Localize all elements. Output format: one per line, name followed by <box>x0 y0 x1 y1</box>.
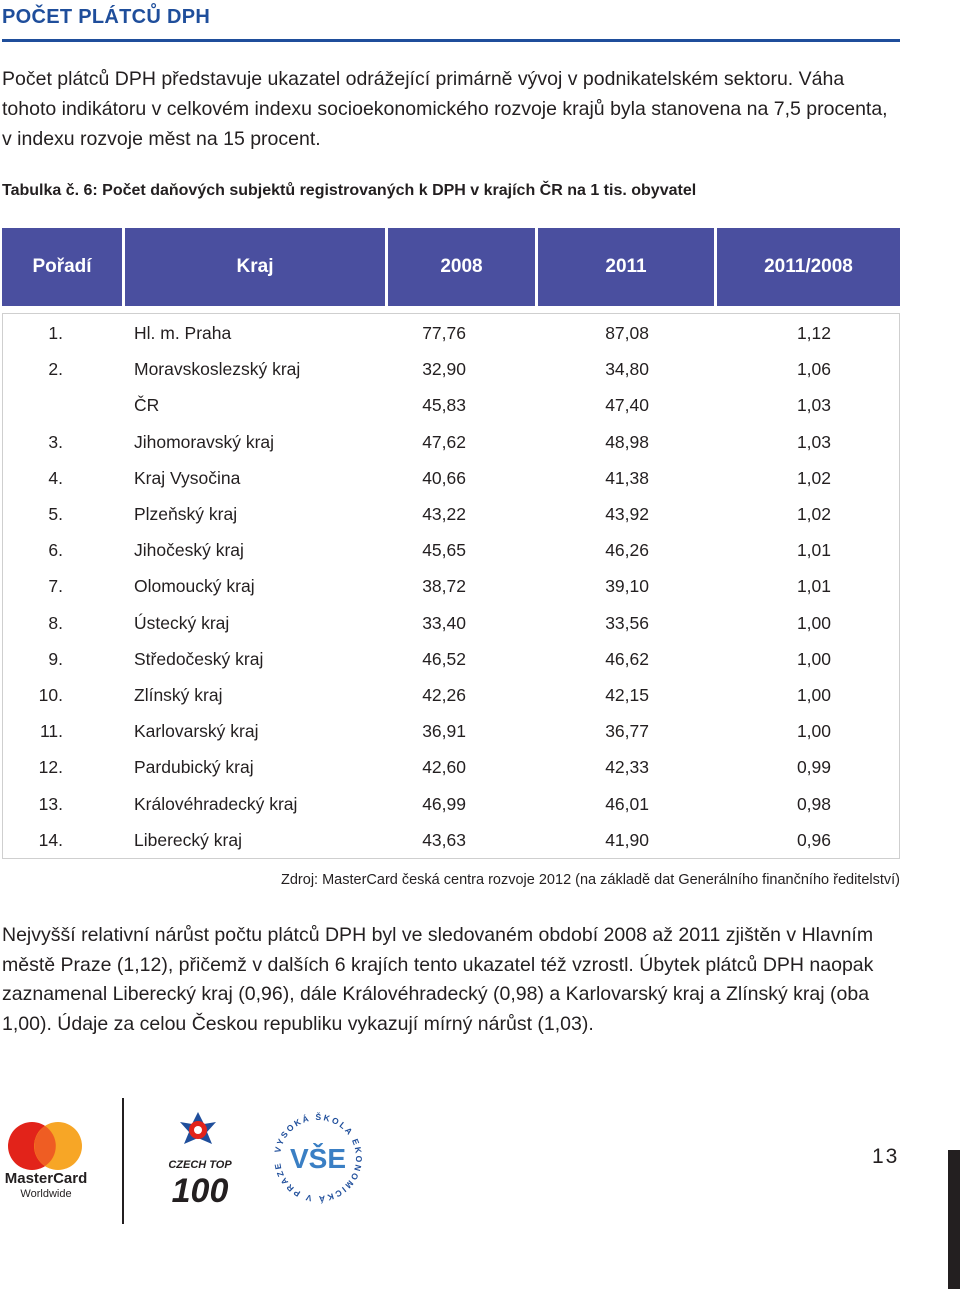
cell-rank: 13. <box>38 793 63 814</box>
cell-kraj: Středočeský kraj <box>134 648 264 669</box>
table-row <box>3 822 899 858</box>
cell-2008: 32,90 <box>422 359 466 380</box>
czechtop-number: 100 <box>171 1172 229 1208</box>
cell-ratio: 1,00 <box>796 721 831 742</box>
czech-top-100-logo <box>160 1108 240 1208</box>
vse-logo <box>268 1108 368 1208</box>
table-row <box>3 460 899 496</box>
cell-rank: 14. <box>38 829 63 850</box>
caption-text: Počet daňových subjektů registrovaných k DPH v krajích ČR na 1 tis. obyvatel <box>97 182 697 199</box>
cell-ratio: 0,99 <box>796 757 831 778</box>
cell-2008: 43,63 <box>422 829 466 850</box>
cell-ratio: 1,01 <box>796 540 831 561</box>
mastercard-worldwide: Worldwide <box>20 1188 72 1200</box>
page-number: 13 <box>872 1145 900 1168</box>
mastercard-logo <box>0 1118 92 1202</box>
cell-2011: 46,01 <box>605 793 649 814</box>
cell-rank: 7. <box>48 576 63 597</box>
cell-2011: 39,10 <box>605 576 649 597</box>
table-row <box>3 713 899 749</box>
cell-2011: 41,38 <box>605 467 649 488</box>
table-row <box>3 424 899 460</box>
table-caption <box>2 182 696 200</box>
footer-divider <box>122 1098 124 1224</box>
cell-ratio: 1,00 <box>796 612 831 633</box>
table-row <box>3 496 899 532</box>
mastercard-text: MasterCard <box>4 1170 88 1187</box>
cell-ratio: 1,03 <box>796 395 831 416</box>
cell-2011: 46,62 <box>605 648 649 669</box>
cell-rank: 11. <box>39 721 63 742</box>
section-title: POČET PLÁTCŮ DPH <box>2 6 211 28</box>
cell-kraj: ČR <box>134 395 160 416</box>
intro-paragraph: Počet plátců DPH představuje ukazatel odrážející primárně vývoj v podnikatelském sektoru. Váha tohoto indikátoru v celkovém indexu socioekonomického rozvoje krajů byla stanovena na 7,5 procenta, v indexu rozvoje měst na 15 procent. <box>2 68 888 150</box>
cell-ratio: 1,12 <box>796 323 831 343</box>
header-2008: 2008 <box>388 228 535 306</box>
table-body <box>2 313 900 859</box>
cell-kraj: Kraj Vysočina <box>134 467 241 488</box>
cell-2008: 47,62 <box>422 431 466 452</box>
cell-ratio: 0,96 <box>796 829 831 850</box>
cell-2008: 45,83 <box>422 395 466 416</box>
cell-rank: 3. <box>48 431 63 452</box>
cell-2011: 41,90 <box>605 829 649 850</box>
cell-2011: 87,08 <box>605 323 649 343</box>
table-row <box>3 532 899 568</box>
title-rule <box>2 39 900 42</box>
cell-2008: 38,72 <box>422 576 466 597</box>
cell-ratio: 1,00 <box>796 648 831 669</box>
cell-kraj: Pardubický kraj <box>134 757 254 778</box>
cell-rank: 2. <box>48 359 63 380</box>
cell-kraj: Královéhradecký kraj <box>134 793 298 814</box>
header-2011: 2011 <box>538 228 714 306</box>
cell-rank: 12. <box>38 757 63 778</box>
cell-2011: 43,92 <box>605 504 649 524</box>
table-row <box>3 677 899 713</box>
cell-kraj: Liberecký kraj <box>134 829 242 850</box>
cell-ratio: 1,00 <box>796 685 831 705</box>
cell-rank: 5. <box>48 504 63 524</box>
cell-2011: 46,26 <box>605 540 649 561</box>
source-note: Zdroj: MasterCard česká centra rozvoje 2012 (na základě dat Generálního finančního ředitelství) <box>281 872 900 888</box>
cell-2008: 33,40 <box>422 612 466 633</box>
cell-2011: 42,33 <box>605 757 649 778</box>
page-edge-bar <box>948 1150 960 1289</box>
cell-2011: 42,15 <box>605 685 649 705</box>
cell-ratio: 1,06 <box>796 359 831 380</box>
cell-2011: 33,56 <box>605 612 649 633</box>
cell-rank: 8. <box>48 612 63 633</box>
cell-2008: 46,52 <box>422 648 466 669</box>
cell-rank: 6. <box>48 540 63 561</box>
cell-rank: 10. <box>38 685 63 705</box>
cell-rank: 4. <box>48 467 63 488</box>
cell-2011: 47,40 <box>605 395 649 416</box>
table-row <box>3 786 899 822</box>
cell-2008: 45,65 <box>422 540 466 561</box>
table-row <box>3 351 899 387</box>
table-row <box>3 749 899 785</box>
cell-2008: 40,66 <box>422 467 466 488</box>
cell-2008: 36,91 <box>422 721 466 742</box>
cell-ratio: 1,02 <box>796 504 831 524</box>
cell-kraj: Jihomoravský kraj <box>134 431 275 452</box>
cell-ratio: 1,03 <box>796 431 831 452</box>
header-ratio: 2011/2008 <box>717 228 900 306</box>
conclusion-paragraph: Nejvyšší relativní nárůst počtu plátců DPH byl ve sledovaném období 2008 až 2011 zjištěn v Hlavním městě Praze (1,12), přičemž v dalších 6 krajích tento ukazatel též vzrostl. Úbytek plátců DPH naopak zaznamenal Liberecký kraj (0,96), dále Královéhradecký (0,98) a Karlovarský kraj a Zlínský kraj (oba 1,00). Údaje za celou Českou republiku vykazují mírný nárůst (1,03). <box>2 924 874 1035</box>
cell-rank: 9. <box>48 648 63 669</box>
cell-2008: 42,60 <box>422 757 466 778</box>
vse-mark: VŠE <box>289 1143 347 1174</box>
cell-2011: 34,80 <box>605 359 649 380</box>
table-row <box>3 605 899 641</box>
cell-kraj: Jihočeský kraj <box>134 540 244 561</box>
cell-2008: 43,22 <box>422 504 466 524</box>
cell-kraj: Ústecký kraj <box>134 612 230 633</box>
cell-kraj: Olomoucký kraj <box>134 576 255 597</box>
czechtop-text: CZECH TOP <box>168 1159 232 1171</box>
cell-ratio: 1,02 <box>796 467 831 488</box>
cell-2011: 48,98 <box>605 431 649 452</box>
table-row <box>3 387 899 423</box>
cell-kraj: Karlovarský kraj <box>134 721 259 742</box>
cell-kraj: Moravskoslezský kraj <box>134 359 301 380</box>
cell-2011: 36,77 <box>605 721 649 742</box>
cell-ratio: 1,01 <box>796 576 831 597</box>
cell-kraj: Plzeňský kraj <box>134 504 238 524</box>
cell-2008: 46,99 <box>422 793 466 814</box>
table-row <box>3 568 899 604</box>
table-row <box>3 315 899 351</box>
vse-ring-text: VYSOKÁ ŠKOLA EKONOMICKÁ V PRAZE <box>272 1111 365 1205</box>
caption-label: Tabulka č. 6: <box>2 182 98 199</box>
cell-ratio: 0,98 <box>796 793 831 814</box>
table-row <box>3 641 899 677</box>
cell-kraj: Zlínský kraj <box>134 685 223 705</box>
cell-2008: 42,26 <box>422 685 466 705</box>
header-kraj: Kraj <box>125 228 385 306</box>
header-poradi: Pořadí <box>2 228 122 306</box>
cell-kraj: Hl. m. Praha <box>134 323 232 343</box>
cell-rank: 1. <box>48 323 63 343</box>
table-header <box>2 228 900 306</box>
cell-2008: 77,76 <box>422 323 466 343</box>
